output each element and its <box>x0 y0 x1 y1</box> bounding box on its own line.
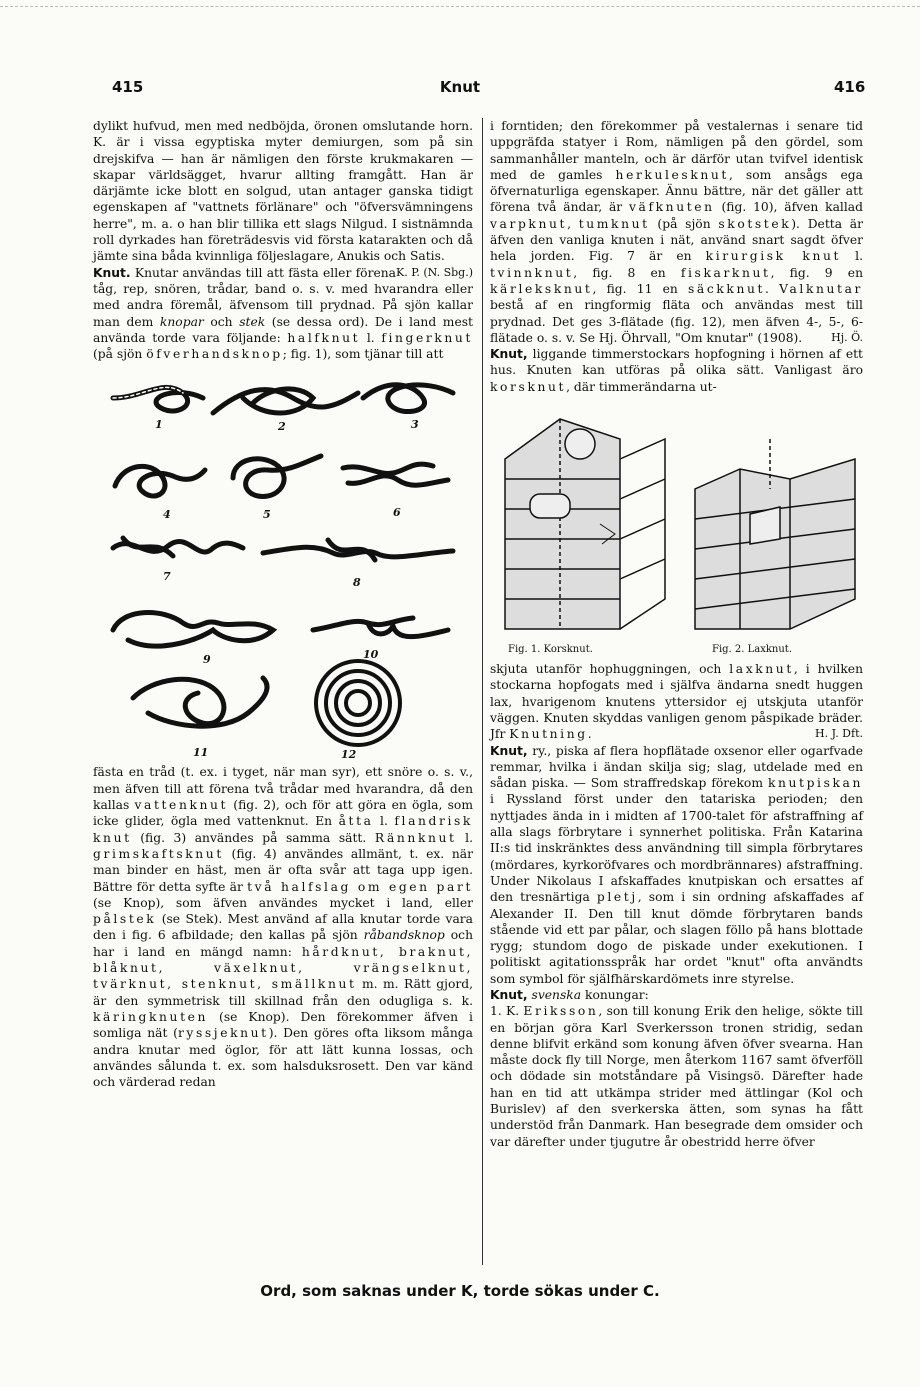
knot-figure-11 <box>133 678 267 726</box>
fig1-caption: Fig. 1. Korsknut. <box>508 644 593 656</box>
knot-figure-9 <box>113 613 273 647</box>
page-top-border <box>0 6 920 7</box>
knot-figure-12 <box>316 661 400 745</box>
knot-figure-6 <box>343 465 448 486</box>
headword-knut: Knut, <box>490 987 528 1002</box>
fig-num-7: 7 <box>163 570 171 584</box>
fig-korsknut <box>505 419 665 629</box>
page-header <box>0 78 920 100</box>
entry-knum-continued: dylikt hufvud, men med nedböjda, öronen omslutande horn. K. är i vissa egyptiska myter demiurgen, som på sin drejskifva — han är nämligen den förste krukmakaren — skapar världsägget, hvarur allting framgått. Han är därjämte icke blott en solgud, utan antager ganska tidigt egenskapen af "vattnets förlänare" och "öfversvämningens herre", m. a. o han blir tillika ett slags Nilgud. I sistnämnda roll dyrkades han företrädesvis vid första katarakten och då jämte sina båda kvinnliga följeslagare, Anukis och Satis. K. P. (N. Sbg.) <box>93 118 473 265</box>
running-title: Knut <box>439 78 481 96</box>
knot-figure-4 <box>115 467 205 497</box>
fig-num-10: 10 <box>363 648 379 662</box>
knot-figure-3 <box>363 385 453 412</box>
fig-num-6: 6 <box>393 506 401 520</box>
entry-knut-eriksson: 1. K. Eriksson, son till konung Erik den helige, sökte till en början göra Karl Sverkersson tronen stridig, sedan denne blifvit erkänd som konung äfven öfver svearna. Han måste dock fly till Norge, men återkom 1167 samt öfverföll och dödade sin motståndare på Visingsö. Därefter hade han en tid att utkämpa strider med ättlingar (Kol och Burislev) af den sverkerska ätten, som synas ha fått understöd från Danmark. Han besegrade dem omsider och var därefter under tjugutre år obestridd herre öfver <box>490 1004 863 1149</box>
entry-knut-1-continued: fästa en tråd (t. ex. i tyget, när man syr), ett snöre o. s. v., men äfven till att förena två trådar med hvarandra, då den kallas vattenknut (fig. 2), och för att göra en ögla, som icke glider, ögla med vattenknut. En åtta l. flandrisk knut (fig. 3) användes på samma sätt. Rännknut l. grimskaftsknut (fig. 4) användes allmänt, t. ex. när man binder en häst, men är ofta svår att taga upp igen. Bättre för detta syfte är två halfslag om egen part (se Knop), som äfven användes mycket i land, eller pålstek (se Stek). Mest använd af alla knutar torde vara den i fig. 6 afbildade; den kallas på sjön råbandsknop och har i land en mängd namn: hårdknut, braknut, blåknut, växelknut, vrängselknut, tvärknut, stenknut, smällknut m. m. Rätt gjord, är den symmetrisk till skillnad från den odugliga s. k. käringknuten (se Knop). Den förekommer äfven i somliga nät (ryssjeknut). Den göres ofta liksom många andra knutar med öglor, för att lätt kunna lossas, och användes sålunda t. ex. som halsduksrosett. Den var känd och värderad redan <box>93 765 473 1090</box>
fig-num-12: 12 <box>341 748 357 761</box>
knot-figure-7 <box>113 538 243 556</box>
entry-knut-2-continued: skjuta utanför hophuggningen, och laxknut, i hvilken stockarna hopfogats med i själfva ändarna snedt huggen lax, hvarigenom knutens yttersidor ej utskjuta utanför väggen. Knuten skyddas vanligen genom påspikade bräder. Jfr Knutning. H. J. Dft. <box>490 662 863 742</box>
headword-knut: Knut. <box>93 265 131 280</box>
author-signature: K. P. (N. Sbg.) <box>396 265 473 279</box>
author-signature: Hj. Ö. <box>831 330 863 344</box>
knot-figure-5 <box>233 456 321 497</box>
fig2-caption: Fig. 2. Laxknut. <box>712 644 792 656</box>
entry-knut-2: Knut, liggande timmerstockars hopfogning i hörnen af ett hus. Knuten kan utföras på olika sätt. Vanligast äro korsknut, där timmerändarna ut- <box>490 347 863 394</box>
knot-figure-8 <box>263 540 453 560</box>
knot-figure-2 <box>213 389 358 413</box>
fig-num-11: 11 <box>193 746 209 760</box>
fig-num-5: 5 <box>263 508 271 522</box>
author-signature: H. J. Dft. <box>815 727 863 741</box>
entry-knut-1: Knut. Knutar användas till att fästa eller förena tåg, rep, snören, trådar, band o. s. v. med hvarandra eller med andra föremål, äfvensom till prydnad. På sjön kallar man dem knopar och stek (se dessa ord). De i land mest använda torde vara följande: halfknut l. fingerknut (på sjön öfverhandsknop; fig. 1), som tjänar till att <box>93 265 473 362</box>
knots-illustration <box>93 368 473 760</box>
entry-knut-1-end: i forntiden; den förekommer på vestalernas i senare tid uppgräfda statyer i Rom, nämligen på den gördel, som sammanhåller manteln, och är därför utan tvifvel identisk med de gamles herkulesknut, som ansågs ega öfvernaturliga egenskaper. Ännu bättre, när det gäller att förena två ändar, är väfknuten (fig. 10), äfven kallad varpknut, tumknut (på sjön skotstek). Detta är äfven den vanliga knuten i nät, använd snart sagdt öfver hela jorden. Fig. 7 är en kirurgisk knut l. tvinnknut, fig. 8 en fiskarknut, fig. 9 en kärleksknut, fig. 11 en säckknut. Valknutar bestå af en ringformig fläta och användas mest till prydnad. Det ges 3-flätade (fig. 12), men äfven 4-, 5-, 6-flätade o. s. v. Se Hj. Öhrvall, "Om knutar" (1908). Hj. Ö. <box>490 119 863 345</box>
fig-num-8: 8 <box>353 576 361 590</box>
page-number-right: 416 <box>834 78 866 96</box>
knot-figure-10 <box>313 618 448 637</box>
log-corner-illustration <box>490 399 863 659</box>
fig-num-2: 2 <box>278 420 286 434</box>
headword-knut: Knut, <box>490 743 528 758</box>
fig-num-1: 1 <box>155 418 163 432</box>
knot-figure-1 <box>113 388 203 412</box>
headword-knut: Knut, <box>490 347 528 362</box>
entry-knut-4: Knut, svenska konungar: <box>490 987 649 1002</box>
column-divider <box>482 118 483 1265</box>
right-column <box>490 118 863 1150</box>
page-number-left: 415 <box>112 78 144 96</box>
fig-num-3: 3 <box>411 418 419 432</box>
fig-laxknut <box>695 439 855 629</box>
fig-num-4: 4 <box>163 508 171 522</box>
fig-num-9: 9 <box>203 653 211 667</box>
page-footer-note: Ord, som saknas under K, torde sökas under C. <box>260 1282 660 1300</box>
entry-knut-3: Knut, ry., piska af flera hopflätade oxsenor eller ogarfvade remmar, hvilka i ändan skilja sig; slag, utdelade med en sådan piska. — Som straffredskap förekom knutpiskan i Ryssland först under den tatariska perioden; den nyttjades ända in i midten af 1700-talet för afstraffning af alla slags förbrytare i synnerhet politiska. Från Katarina II:s tid inskränktes dess användning till simpla förbrytares (mördares, kyrkoröfvares och mordbrännares) afstraffning. Under Nikolaus I afskaffades knutpiskan och ersattes af den tresnärtiga pletj, som i sin ordning afskaffades af Alexander II. Den till knut dömde förbrytaren bands stående vid ett par pålar, och slagen föllo på hans blottade rygg; stundom dogo de piskade under exekutionen. I politiskt agitationsspråk har ordet "knut" ofta användts som symbol för själfhärskardömets inre styrelse. <box>490 743 863 986</box>
left-column <box>93 118 473 1090</box>
